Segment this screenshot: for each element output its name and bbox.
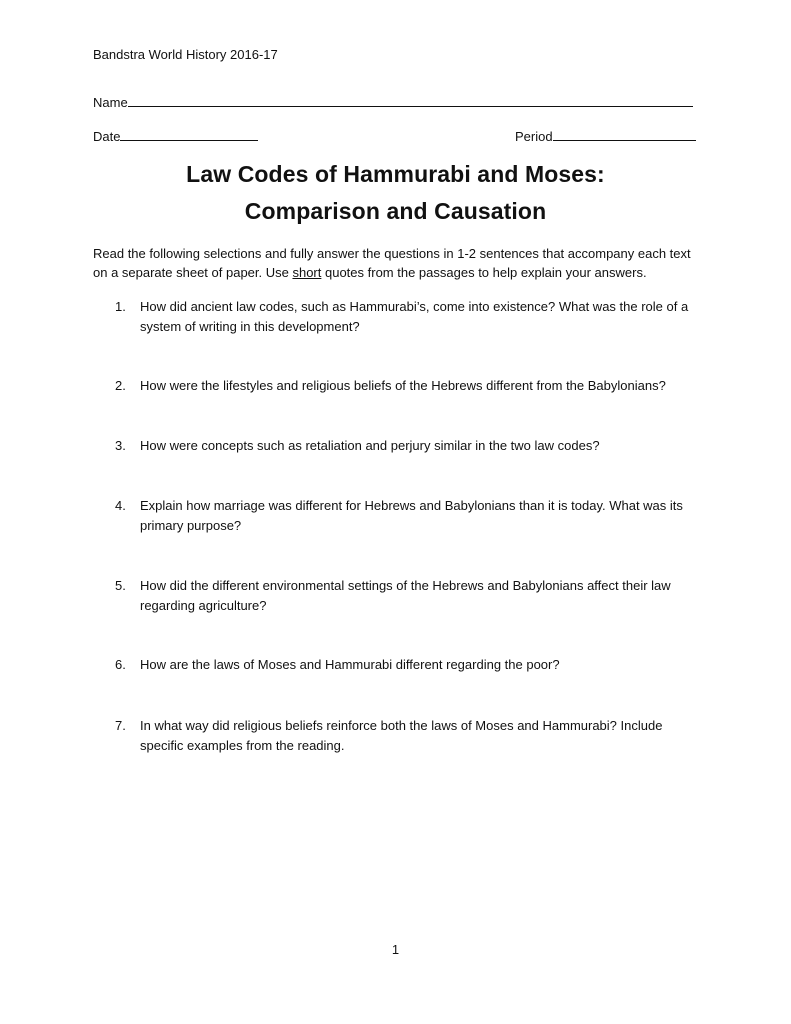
question-number: 6. bbox=[115, 657, 126, 672]
instructions-paragraph bbox=[93, 244, 703, 282]
question-text: In what way did religious beliefs reinforce both the laws of Moses and Hammurabi? Include specific examples from the reading. bbox=[140, 718, 663, 753]
question-number: 2. bbox=[115, 378, 126, 393]
page-title: Law Codes of Hammurabi and Moses: bbox=[186, 161, 605, 187]
question-item-5 bbox=[93, 576, 703, 616]
question-item-2 bbox=[93, 376, 703, 396]
question-text: How did ancient law codes, such as Hammurabi’s, come into existence? What was the role of a system of writing in this development? bbox=[140, 299, 689, 334]
name-blank-line[interactable] bbox=[128, 94, 693, 107]
instructions-text-2: quotes from the passages to help explain your answers. bbox=[321, 265, 647, 280]
question-number: 5. bbox=[115, 578, 126, 593]
question-item-1 bbox=[93, 297, 703, 337]
question-text: How are the laws of Moses and Hammurabi different regarding the poor? bbox=[140, 657, 560, 672]
instructions-text-1: Read the following selections and fully answer the questions in 1-2 sentences that accompany each text on a separate sheet of paper. Use bbox=[93, 246, 691, 280]
page-number: 1 bbox=[391, 942, 400, 957]
question-number: 1. bbox=[115, 299, 126, 314]
question-item-7 bbox=[93, 716, 703, 756]
instructions-underlined-word: short bbox=[292, 265, 322, 280]
course-header: Bandstra World History 2016-17 bbox=[93, 47, 278, 62]
period-label: Period bbox=[515, 129, 553, 144]
question-item-3 bbox=[93, 436, 703, 456]
question-text: How were concepts such as retaliation and perjury similar in the two law codes? bbox=[140, 438, 600, 453]
name-label: Name bbox=[93, 95, 128, 110]
date-field[interactable] bbox=[93, 128, 258, 144]
period-field[interactable] bbox=[515, 128, 696, 144]
question-item-6 bbox=[93, 655, 703, 675]
question-text: How did the different environmental settings of the Hebrews and Babylonians affect their law regarding agriculture? bbox=[140, 578, 671, 613]
date-label: Date bbox=[93, 129, 121, 144]
page-subtitle: Comparison and Causation bbox=[244, 198, 547, 224]
question-number: 3. bbox=[115, 438, 126, 453]
question-number: 4. bbox=[115, 498, 126, 513]
question-text: How were the lifestyles and religious beliefs of the Hebrews different from the Babylonians? bbox=[140, 378, 666, 393]
question-number: 7. bbox=[115, 718, 126, 733]
period-blank-line[interactable] bbox=[553, 128, 696, 141]
date-blank-line[interactable] bbox=[120, 128, 258, 141]
question-item-4 bbox=[93, 496, 703, 536]
question-text: Explain how marriage was different for Hebrews and Babylonians than it is today. What was its primary purpose? bbox=[140, 498, 683, 533]
name-field[interactable] bbox=[93, 94, 693, 110]
